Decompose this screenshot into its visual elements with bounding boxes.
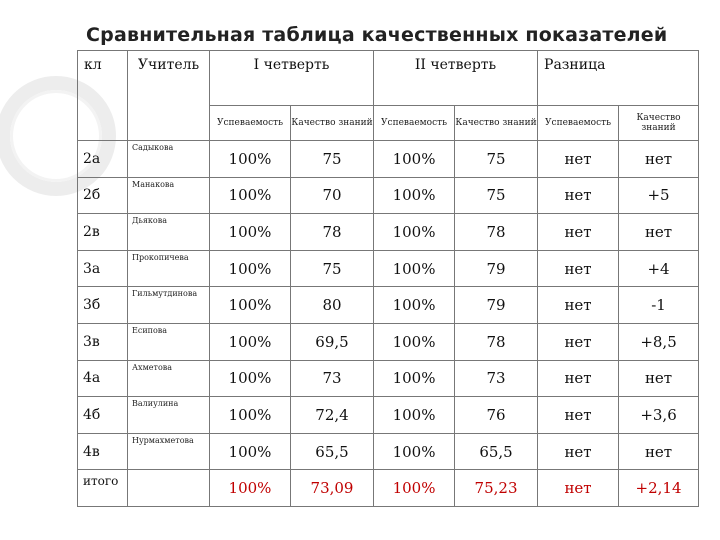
teacher-cell: Гильмутдинова — [128, 287, 210, 324]
q2-success-cell: 100% — [374, 214, 455, 251]
q1-success-cell: 100% — [210, 214, 291, 251]
q1-quality-cell: 75 — [291, 250, 374, 287]
q1-success-cell: 100% — [210, 141, 291, 178]
header-class: кл — [78, 51, 128, 141]
class-cell: 3в — [78, 323, 128, 360]
subheader-quality: Качество знаний — [455, 106, 538, 141]
diff-success-cell: нет — [538, 360, 619, 397]
q2-success-cell: 100% — [374, 397, 455, 434]
diff-success-cell: нет — [538, 177, 619, 214]
table-row — [78, 433, 699, 470]
q1-quality-cell: 75 — [291, 141, 374, 178]
subheader-success: Успеваемость — [210, 106, 291, 141]
q2-quality-cell: 75,23 — [455, 470, 538, 507]
q2-quality-cell: 79 — [455, 250, 538, 287]
q1-quality-cell: 73 — [291, 360, 374, 397]
q1-quality-cell: 70 — [291, 177, 374, 214]
q1-quality-cell: 65,5 — [291, 433, 374, 470]
comparison-table — [77, 50, 699, 507]
class-cell: 2а — [78, 141, 128, 178]
page-title: Сравнительная таблица качественных показателей — [86, 24, 668, 46]
diff-quality-cell: нет — [619, 141, 699, 178]
table-row — [78, 250, 699, 287]
header-teacher: Учитель — [128, 51, 210, 141]
q1-success-cell: 100% — [210, 287, 291, 324]
table-body — [78, 141, 699, 507]
subheader-quality: Качество знаний — [619, 106, 699, 141]
q1-success-cell: 100% — [210, 250, 291, 287]
teacher-cell: Есипова — [128, 323, 210, 360]
class-cell: итого — [78, 470, 128, 507]
q2-quality-cell: 76 — [455, 397, 538, 434]
teacher-cell: Ахметова — [128, 360, 210, 397]
q2-success-cell: 100% — [374, 177, 455, 214]
diff-success-cell: нет — [538, 323, 619, 360]
q2-quality-cell: 65,5 — [455, 433, 538, 470]
diff-success-cell: нет — [538, 287, 619, 324]
class-cell: 3б — [78, 287, 128, 324]
class-cell: 4б — [78, 397, 128, 434]
diff-success-cell: нет — [538, 397, 619, 434]
table-row — [78, 177, 699, 214]
q1-success-cell: 100% — [210, 177, 291, 214]
q2-quality-cell: 79 — [455, 287, 538, 324]
diff-quality-cell: нет — [619, 433, 699, 470]
q2-quality-cell: 75 — [455, 141, 538, 178]
diff-success-cell: нет — [538, 470, 619, 507]
diff-success-cell: нет — [538, 250, 619, 287]
diff-success-cell: нет — [538, 141, 619, 178]
teacher-cell: Манакова — [128, 177, 210, 214]
header-quarter-1: I четверть — [210, 51, 374, 106]
table-row — [78, 141, 699, 178]
q2-success-cell: 100% — [374, 287, 455, 324]
q1-quality-cell: 72,4 — [291, 397, 374, 434]
table-row — [78, 397, 699, 434]
diff-quality-cell: +2,14 — [619, 470, 699, 507]
q2-quality-cell: 78 — [455, 323, 538, 360]
class-cell: 4а — [78, 360, 128, 397]
q1-quality-cell: 80 — [291, 287, 374, 324]
q1-quality-cell: 69,5 — [291, 323, 374, 360]
class-cell: 4в — [78, 433, 128, 470]
teacher-cell: Дьякова — [128, 214, 210, 251]
diff-success-cell: нет — [538, 214, 619, 251]
diff-quality-cell: +3,6 — [619, 397, 699, 434]
table-row — [78, 360, 699, 397]
q2-quality-cell: 73 — [455, 360, 538, 397]
diff-quality-cell: нет — [619, 214, 699, 251]
subheader-quality: Качество знаний — [291, 106, 374, 141]
diff-quality-cell: +4 — [619, 250, 699, 287]
table-row — [78, 214, 699, 251]
q1-success-cell: 100% — [210, 470, 291, 507]
subheader-success: Успеваемость — [538, 106, 619, 141]
table-row — [78, 323, 699, 360]
q1-success-cell: 100% — [210, 433, 291, 470]
header-difference: Разница — [538, 51, 699, 106]
teacher-cell — [128, 470, 210, 507]
teacher-cell: Нурмахметова — [128, 433, 210, 470]
class-cell: 2в — [78, 214, 128, 251]
q2-success-cell: 100% — [374, 250, 455, 287]
q2-success-cell: 100% — [374, 470, 455, 507]
q2-quality-cell: 75 — [455, 177, 538, 214]
subheader-success: Успеваемость — [374, 106, 455, 141]
q2-success-cell: 100% — [374, 360, 455, 397]
class-cell: 3а — [78, 250, 128, 287]
teacher-cell: Валиулина — [128, 397, 210, 434]
total-row — [78, 470, 699, 507]
q2-success-cell: 100% — [374, 141, 455, 178]
q1-success-cell: 100% — [210, 323, 291, 360]
diff-quality-cell: +5 — [619, 177, 699, 214]
q2-success-cell: 100% — [374, 433, 455, 470]
q1-quality-cell: 73,09 — [291, 470, 374, 507]
q1-success-cell: 100% — [210, 397, 291, 434]
teacher-cell: Прокопичева — [128, 250, 210, 287]
q2-quality-cell: 78 — [455, 214, 538, 251]
q2-success-cell: 100% — [374, 323, 455, 360]
diff-quality-cell: нет — [619, 360, 699, 397]
table-row — [78, 287, 699, 324]
q1-quality-cell: 78 — [291, 214, 374, 251]
q1-success-cell: 100% — [210, 360, 291, 397]
diff-quality-cell: -1 — [619, 287, 699, 324]
header-quarter-2: II четверть — [374, 51, 538, 106]
teacher-cell: Садыкова — [128, 141, 210, 178]
diff-quality-cell: +8,5 — [619, 323, 699, 360]
class-cell: 2б — [78, 177, 128, 214]
diff-success-cell: нет — [538, 433, 619, 470]
